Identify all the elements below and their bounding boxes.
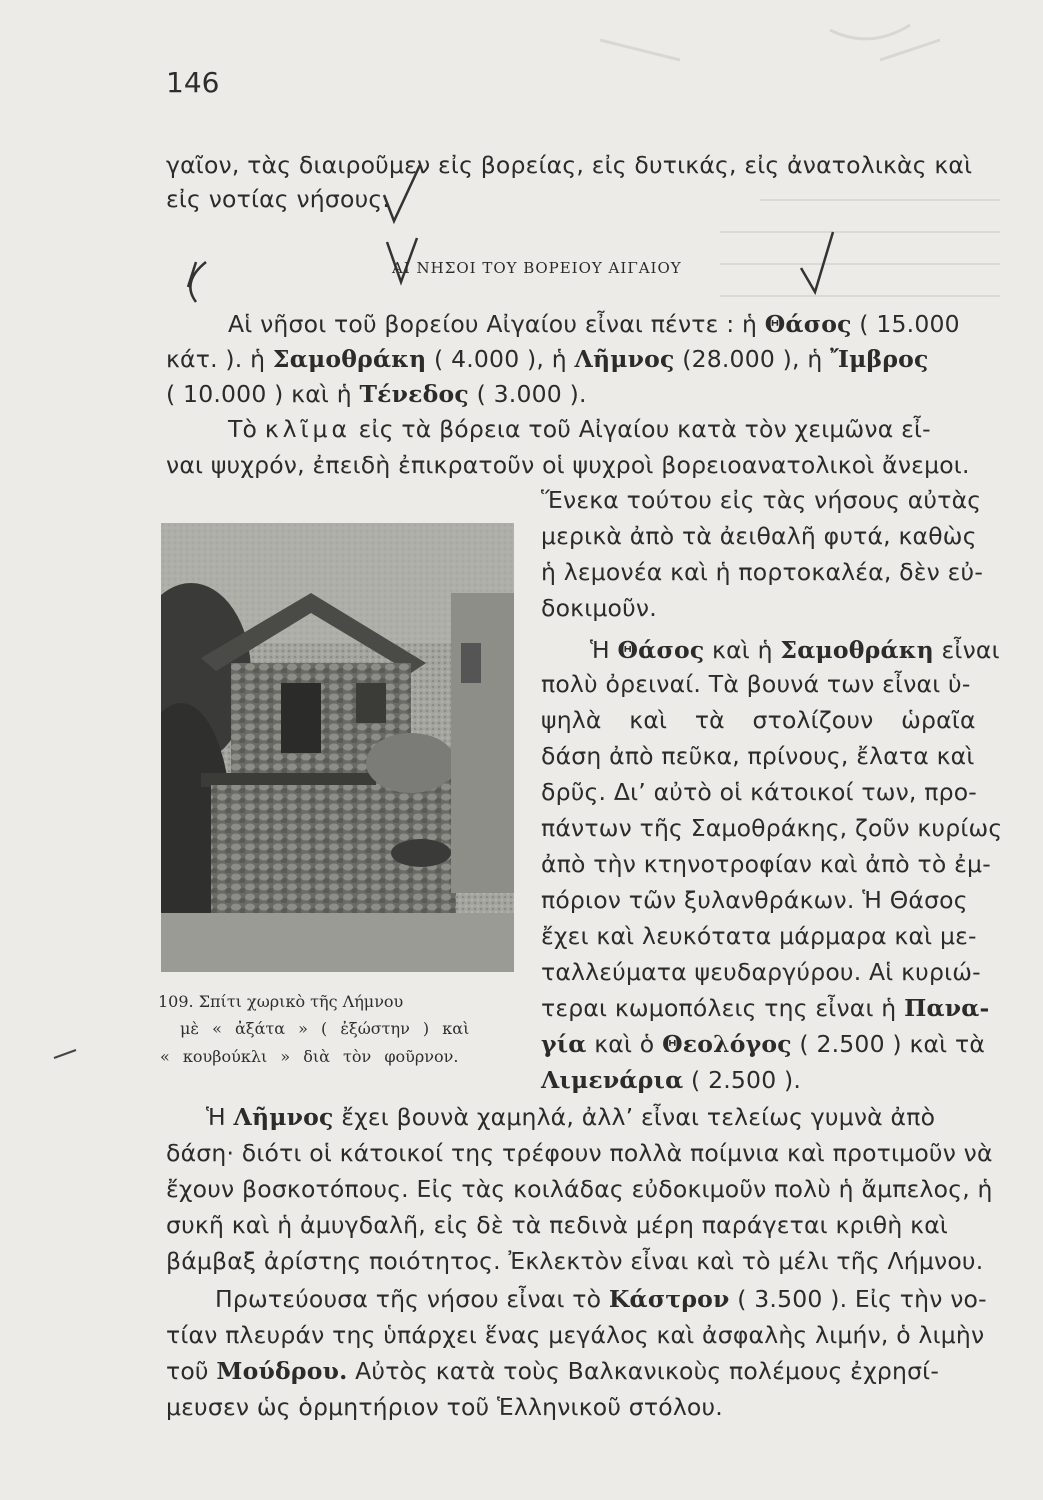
text-line: ἔχουν βοσκοτόπους. Εἰς τὰς κοιλάδας εὐδοκιμοῦν πολὺ ἡ ἄμπελος, ἡ <box>166 1175 993 1203</box>
text-line: πόριον τῶν ξυλανθράκων. Ἡ Θάσος <box>541 886 968 914</box>
text-line: Τὸ κλῖμα εἰς τὰ βόρεια τοῦ Αἰγαίου κατὰ τὸν χειμῶνα εἶ- <box>228 415 931 443</box>
text-line: ἀπὸ τὴν κτηνοτροφίαν καὶ ἀπὸ τὸ ἐμ- <box>541 850 991 878</box>
text-line: συκῆ καὶ ἡ ἀμυγδαλῆ, εἰς δὲ τὰ πεδινὰ μέρη παράγεται κριθὴ καὶ <box>166 1211 949 1239</box>
text-line: Πρωτεύουσα τῆς νήσου εἶναι τὸ Κάστρον ( 3.500 ). Εἰς τὴν νο- <box>215 1285 987 1313</box>
text-line: δρῦς. Δι’ αὐτὸ οἱ κάτοικοί των, προ- <box>541 778 977 806</box>
text-line: ναι ψυχρόν, ἐπειδὴ ἐπικρατοῦν οἱ ψυχροὶ βορειοανατολικοὶ ἄνεμοι. <box>166 451 970 479</box>
photo-caption: « κουβούκλι » διὰ τὸν φοῦρνον. <box>160 1047 459 1066</box>
photo-caption: 109. Σπίτι χωρικὸ τῆς Λήμνου <box>158 992 404 1011</box>
handwritten-bracket-mark <box>176 252 236 332</box>
text-line: τεραι κωμοπόλεις της εἶναι ἡ Πανα- <box>541 994 990 1022</box>
text-line: πολὺ ὀρειναί. Τὰ βουνά των εἶναι ὑ- <box>541 670 971 698</box>
handwritten-tick-mark <box>50 1038 90 1068</box>
text-line: κάτ. ). ἡ Σαμοθράκη ( 4.000 ), ἡ Λῆμνος (28.000 ), ἡ Ἴμβρος <box>166 345 929 373</box>
handwritten-check-mark <box>795 228 845 298</box>
text-line: Αἱ νῆσοι τοῦ βορείου Αἰγαίου εἶναι πέντε : ἡ Θάσος ( 15.000 <box>228 310 960 338</box>
section-heading: ΑΙ ΝΗΣΟΙ ΤΟΥ ΒΟΡΕΙΟΥ ΑΙΓΑΙΟΥ <box>392 259 682 277</box>
text-line: ἡ λεμονέα καὶ ἡ πορτοκαλέα, δὲν εὐ- <box>541 558 984 586</box>
text-line: δάση· διότι οἱ κάτοικοί της τρέφουν πολλὰ ποίμνια καὶ προτιμοῦν νὰ <box>166 1139 993 1167</box>
text-line: γαῖον, τὰς διαιροῦμεν εἰς βορείας, εἰς δυτικάς, εἰς ἀνατολικὰς καὶ <box>166 151 973 179</box>
text-line: ( 10.000 ) καὶ ἡ Τένεδος ( 3.000 ). <box>166 380 587 408</box>
text-line: πάντων τῆς Σαμοθράκης, ζοῦν κυρίως <box>541 814 1003 842</box>
page-number: 146 <box>166 66 220 99</box>
text-line: Λιμενάρια ( 2.500 ). <box>541 1066 802 1094</box>
photo-caption: μὲ « ἀξάτα » ( ἐξώστην ) καὶ <box>180 1019 470 1038</box>
text-line: βάμβαξ ἀρίστης ποιότητος. Ἐκλεκτὸν εἶναι καὶ τὸ μέλι τῆς Λήμνου. <box>166 1247 984 1275</box>
text-line: δάση ἀπὸ πεῦκα, πρίνους, ἔλατα καὶ <box>541 742 975 770</box>
text-line: τίαν πλευράν της ὑπάρχει ἕνας μεγάλος καὶ ἀσφαλὴς λιμήν, ὁ λιμὴν <box>166 1321 985 1349</box>
text-line: μερικὰ ἀπὸ τὰ ἀειθαλῆ φυτά, καθὼς <box>541 522 977 550</box>
village-house-photo <box>161 523 514 972</box>
text-line: ἔχει καὶ λευκότατα μάρμαρα καὶ με- <box>541 922 977 950</box>
text-line: ταλλεύματα ψευδαργύρου. Αἱ κυριώ- <box>541 958 981 986</box>
text-line: ψηλὰ καὶ τὰ στολίζουν ὡραῖα <box>541 706 976 734</box>
text-line: μευσεν ὡς ὁρμητήριον τοῦ Ἑλληνικοῦ στόλου. <box>166 1393 723 1421</box>
text-line: τοῦ Μούδρου. Αὐτὸς κατὰ τοὺς Βαλκανικοὺς πολέμους ἐχρησί- <box>166 1357 940 1385</box>
text-line: γία καὶ ὁ Θεολόγος ( 2.500 ) καὶ τὰ <box>541 1030 986 1058</box>
text-line: εἰς νοτίας νήσους. <box>166 185 391 213</box>
text-line: Ἡ Θάσος καὶ ἡ Σαμοθράκη εἶναι <box>590 636 1000 664</box>
text-line: δοκιμοῦν. <box>541 594 657 622</box>
text-line: Ἕνεκα τούτου εἰς τὰς νήσους αὐτὰς <box>541 486 982 514</box>
text-line: Ἡ Λῆμνος ἔχει βουνὰ χαμηλά, ἀλλ’ εἶναι τελείως γυμνὰ ἀπὸ <box>206 1103 936 1131</box>
